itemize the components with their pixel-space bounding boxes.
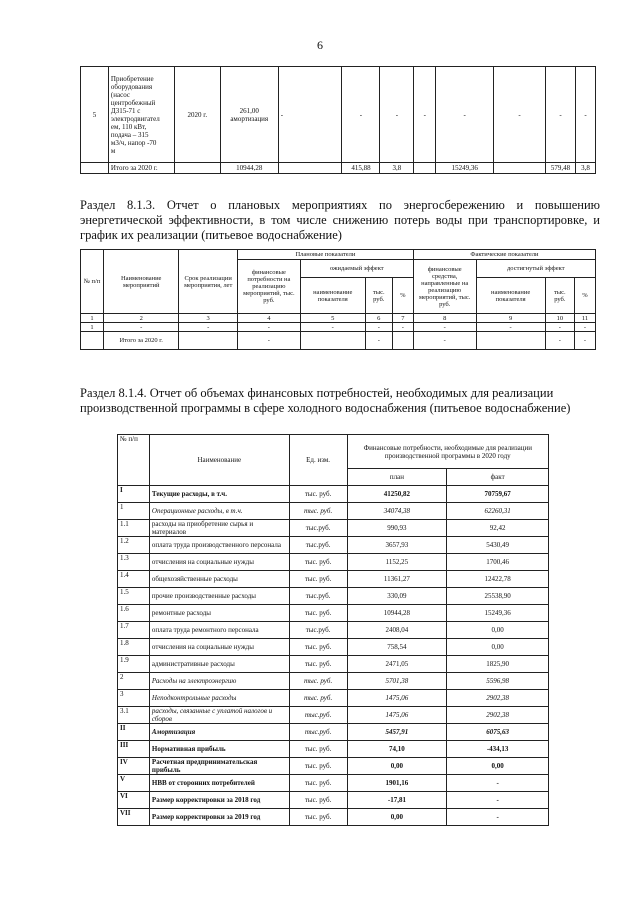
hdr-term: Срок реализации мероприятия, лет	[179, 250, 238, 314]
section-813-heading: Раздел 8.1.3. Отчет о плановых мероприятиях по энергосбережению и повышению энергетической эффективности, в том числе снижению потерь воды при транспортировке, и график их реализации (питьевое водоснабжение)	[80, 198, 600, 242]
total-c7: 3,8	[380, 163, 414, 174]
cell-unit: тыс. руб.	[289, 809, 347, 826]
cell-unit: тыс. руб.	[289, 690, 347, 707]
cell-unit: тыс. руб.	[289, 486, 347, 503]
cell-name: отчисления на социальные нужды	[149, 639, 289, 656]
cell-unit: тыс. руб.	[289, 792, 347, 809]
dash: -	[380, 67, 414, 163]
cell-plan: 11361,27	[347, 571, 447, 588]
cell-unit: тыс.руб.	[289, 707, 347, 724]
cell-name: Расходы на электроэнергию	[149, 673, 289, 690]
cell-name: Размер корректировки за 2018 год	[149, 792, 289, 809]
cell-plan: 3657,93	[347, 537, 447, 554]
cell-n: I	[118, 486, 150, 503]
cell-unit: тыс. руб.	[289, 673, 347, 690]
total-c10: 579,48	[546, 163, 576, 174]
cell-plan: 5701,38	[347, 673, 447, 690]
table-row	[118, 520, 549, 537]
cell-plan: 2471,05	[347, 656, 447, 673]
table-row: 1 2 3 4 5 6 7 8 9 10 11	[81, 314, 596, 323]
cell-n: 2	[118, 673, 150, 690]
cell-unit: тыс. руб.	[289, 639, 347, 656]
cell-plan: 2408,04	[347, 622, 447, 639]
dash: -	[494, 67, 546, 163]
cell-plan: -17,81	[347, 792, 447, 809]
cell-fact: 62260,31	[447, 503, 549, 520]
cell-name: оплата труда ремонтного персонала	[149, 622, 289, 639]
hdr-fact-group: Фактические показатели	[413, 250, 595, 260]
cell-n: 1.8	[118, 639, 150, 656]
table-row	[118, 775, 549, 792]
cell-fact: -	[447, 792, 549, 809]
cell-name: НВВ от сторонних потребителей	[149, 775, 289, 792]
cell-n: II	[118, 724, 150, 741]
cell-fact: 0,00	[447, 758, 549, 775]
cell-n: VI	[118, 792, 150, 809]
hdr-name: Наименование мероприятий	[104, 250, 179, 314]
cell-fact: 5596,98	[447, 673, 549, 690]
hdr-plan: план	[347, 469, 447, 486]
table-row	[118, 605, 549, 622]
table-row	[118, 571, 549, 588]
table-row	[118, 724, 549, 741]
cell-n: 1.7	[118, 622, 150, 639]
table-row	[118, 503, 549, 520]
table-row	[118, 622, 549, 639]
cell-fact: -	[447, 775, 549, 792]
cell-unit: тыс. руб.	[289, 554, 347, 571]
cell-n: 1.2	[118, 537, 150, 554]
cell-fact: 70759,67	[447, 486, 549, 503]
hdr-plan-fin: финансовые потребности на реализацию мероприятий, тыс. руб.	[237, 260, 300, 314]
dash: -	[342, 67, 380, 163]
hdr-unit: Ед. изм.	[289, 435, 347, 486]
amount: 261,00 амортизация	[220, 67, 278, 163]
cell-fact: 2902,38	[447, 707, 549, 724]
table-row	[118, 690, 549, 707]
cell-n: VII	[118, 809, 150, 826]
cell-unit: тыс. руб.	[289, 741, 347, 758]
cell-plan: 0,00	[347, 809, 447, 826]
cell-name: оплата труда производственного персонала	[149, 537, 289, 554]
cell-n: 1.3	[118, 554, 150, 571]
table-row	[118, 486, 549, 503]
total-c6: 415,88	[342, 163, 380, 174]
table-row	[118, 656, 549, 673]
cell-fact: 92,42	[447, 520, 549, 537]
cell-name: Неподконтрольные расходы	[149, 690, 289, 707]
cell-unit: тыс. руб.	[289, 571, 347, 588]
hdr-num: № п/п	[81, 250, 104, 314]
cell-fact: 0,00	[447, 639, 549, 656]
dash: -	[278, 67, 342, 163]
cell-fact: 12422,78	[447, 571, 549, 588]
cell-name: Текущие расходы, в т.ч.	[149, 486, 289, 503]
cell-n: 3	[118, 690, 150, 707]
hdr-ach-rub: тыс. руб.	[545, 278, 574, 314]
cell-fact: 15249,36	[447, 605, 549, 622]
cell-unit: тыс. руб.	[289, 775, 347, 792]
hdr-pct2: %	[574, 278, 595, 314]
cell-unit: тыс.руб.	[289, 622, 347, 639]
cell-n: 3.1	[118, 707, 150, 724]
row-number: 5	[81, 67, 109, 163]
table-row	[118, 639, 549, 656]
cell-unit: тыс.руб.	[289, 588, 347, 605]
cell-plan: 990,93	[347, 520, 447, 537]
cell-fact: -	[447, 809, 549, 826]
cell-fact: -434,13	[447, 741, 549, 758]
table-row	[118, 537, 549, 554]
hdr-achieved: достигнутый эффект	[476, 260, 595, 278]
hdr-name: Наименование	[149, 435, 289, 486]
hdr-fin: Финансовые потребности, необходимые для реализации производственной программы в 2020 году	[347, 435, 548, 469]
cell-name: расходы на приобретение сырья и материалов	[149, 520, 289, 537]
measure-name: Приобретение оборудования (насос центробежный Д315-71 с электродвигател ем, 110 кВт, подача – 315 м3/ч, напор -70 м	[108, 67, 174, 163]
cell-fact: 5430,49	[447, 537, 549, 554]
cell-unit: тыс.руб.	[289, 537, 347, 554]
cell-plan: 41250,82	[347, 486, 447, 503]
cell-plan: 758,54	[347, 639, 447, 656]
cell-fact: 25538,90	[447, 588, 549, 605]
cell-n: 1.1	[118, 520, 150, 537]
cell-name: общехозяйственные расходы	[149, 571, 289, 588]
table-row	[118, 758, 549, 775]
table-row	[118, 554, 549, 571]
total-c8: 15249,36	[436, 163, 494, 174]
dash: -	[546, 67, 576, 163]
cell-name: отчисления на социальные нужды	[149, 554, 289, 571]
cell-name: расходы, связанные с уплатой налогов и сборов	[149, 707, 289, 724]
hdr-ach-name: наименование показателя	[476, 278, 545, 314]
cell-name: ремонтные расходы	[149, 605, 289, 622]
hdr-fact: факт	[447, 469, 549, 486]
cell-n: 1.5	[118, 588, 150, 605]
cell-plan: 74,10	[347, 741, 447, 758]
cell-n: V	[118, 775, 150, 792]
hdr-expected: ожидаемый эффект	[300, 260, 413, 278]
cell-plan: 10944,28	[347, 605, 447, 622]
hdr-pct: %	[392, 278, 413, 314]
table-row	[118, 673, 549, 690]
total-c11: 3,8	[575, 163, 595, 174]
cell-plan: 1475,06	[347, 690, 447, 707]
cell-unit: тыс.руб.	[289, 520, 347, 537]
hdr-plan-group: Плановые показатели	[237, 250, 413, 260]
cell-name: административные расходы	[149, 656, 289, 673]
year: 2020 г.	[174, 67, 220, 163]
hdr-exp-rub: тыс. руб.	[365, 278, 392, 314]
dash: -	[414, 67, 436, 163]
cell-name: Нормативная прибыль	[149, 741, 289, 758]
cell-unit: тыс.руб.	[289, 724, 347, 741]
dash: -	[575, 67, 595, 163]
cell-n: III	[118, 741, 150, 758]
cell-n: IV	[118, 758, 150, 775]
cell-fact: 0,00	[447, 622, 549, 639]
cell-plan: 330,09	[347, 588, 447, 605]
hdr-num: № п/п	[118, 435, 150, 486]
table-813	[80, 249, 596, 350]
cell-name: Амортизация	[149, 724, 289, 741]
cell-n: 1	[118, 503, 150, 520]
cell-plan: 0,00	[347, 758, 447, 775]
cell-plan: 1475,06	[347, 707, 447, 724]
cell-unit: тыс. руб.	[289, 605, 347, 622]
total-row: Итого за 2020 г. - - - - -	[81, 332, 596, 350]
cell-unit: тыс. руб.	[289, 503, 347, 520]
cell-n: 1.6	[118, 605, 150, 622]
cell-fact: 1825,90	[447, 656, 549, 673]
table-row	[118, 707, 549, 724]
cell-fact: 6075,63	[447, 724, 549, 741]
cell-unit: тыс. руб.	[289, 758, 347, 775]
cell-name: прочие производственные расходы	[149, 588, 289, 605]
cell-n: 1.4	[118, 571, 150, 588]
cell-name: Размер корректировки за 2019 год	[149, 809, 289, 826]
table-row	[81, 67, 596, 163]
table-row: 1 - - - - - - - - - -	[81, 323, 596, 332]
total-plan: 10944,28	[220, 163, 278, 174]
hdr-fact-fin: финансовые средства, направленные на реализацию мероприятий, тыс. руб.	[413, 260, 476, 314]
cell-unit: тыс. руб.	[289, 656, 347, 673]
section-814-heading: Раздел 8.1.4. Отчет об объемах финансовых потребностей, необходимых для реализации производственной программы в сфере холодного водоснабжения (питьевое водоснабжение)	[80, 386, 571, 415]
cell-plan: 1152,25	[347, 554, 447, 571]
table-row	[118, 792, 549, 809]
total-row	[81, 163, 596, 174]
page-number: 6	[317, 38, 323, 52]
table-row	[118, 741, 549, 758]
table-top	[80, 66, 596, 174]
cell-name: Операционные расходы, в т.ч.	[149, 503, 289, 520]
cell-plan: 1901,16	[347, 775, 447, 792]
dash: -	[436, 67, 494, 163]
cell-n: 1.9	[118, 656, 150, 673]
cell-plan: 34074,38	[347, 503, 447, 520]
cell-fact: 2902,38	[447, 690, 549, 707]
table-row	[118, 588, 549, 605]
cell-plan: 5457,91	[347, 724, 447, 741]
total-label: Итого за 2020 г.	[108, 163, 174, 174]
cell-name: Расчетная предпринимательская прибыль	[149, 758, 289, 775]
table-814	[117, 434, 549, 826]
table-row	[118, 809, 549, 826]
hdr-exp-name: наименование показателя	[300, 278, 365, 314]
cell-fact: 1700,46	[447, 554, 549, 571]
